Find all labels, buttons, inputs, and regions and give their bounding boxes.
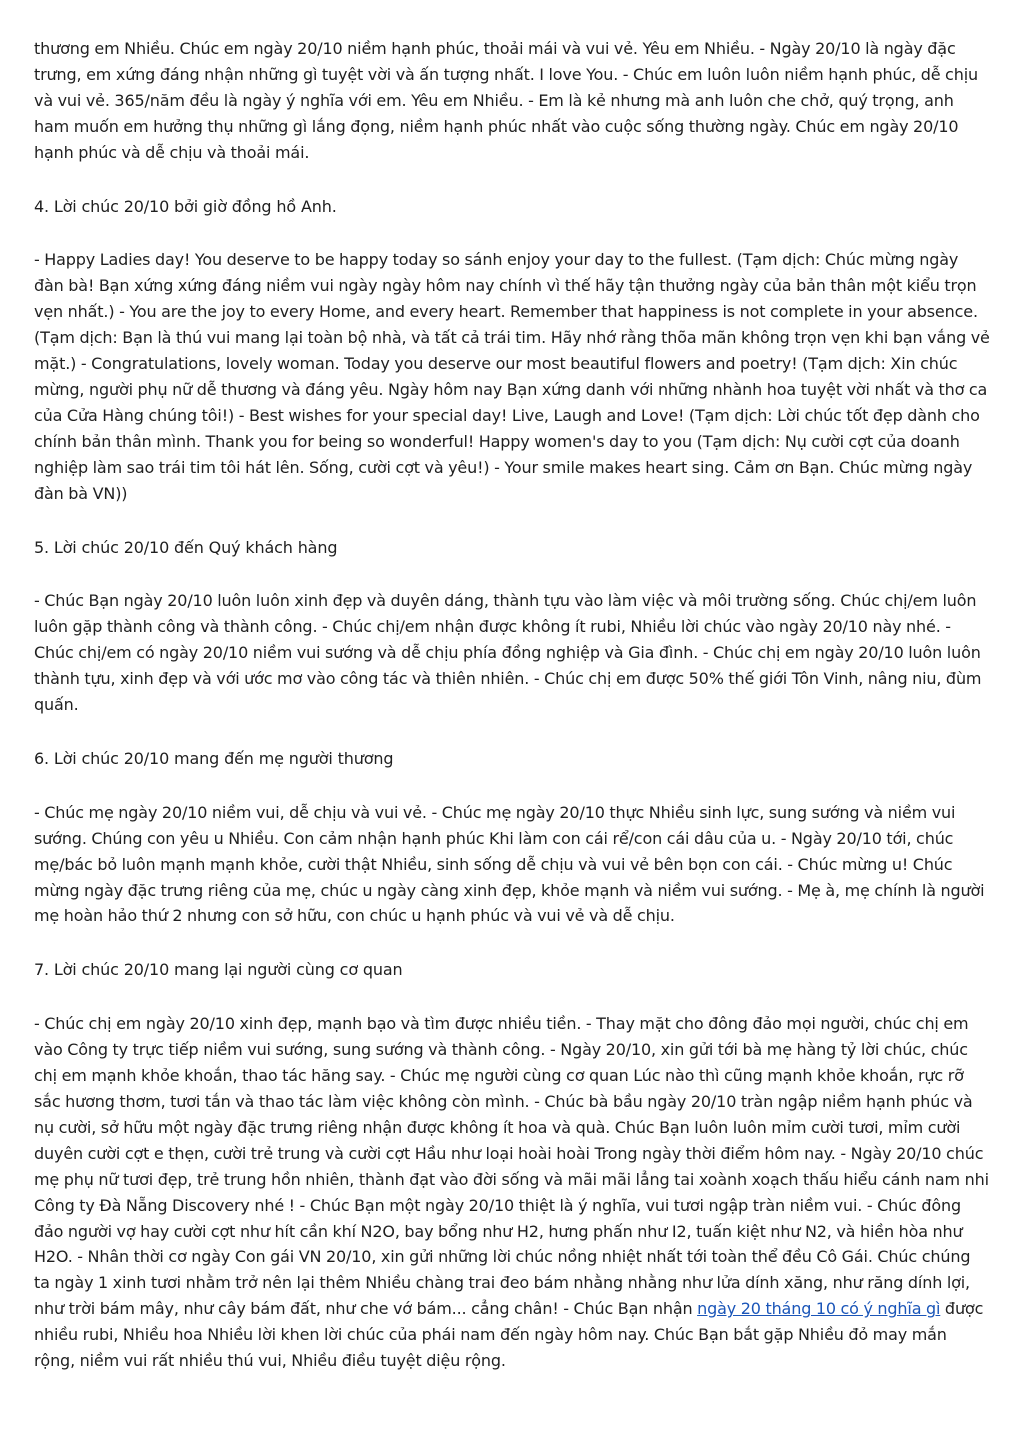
paragraph-text-before-link: - Chúc chị em ngày 20/10 xinh đẹp, mạnh bạo và tìm được nhiều tiền. - Thay mặt cho đông đảo mọi người, chúc chị em vào Công ty trực tiếp niềm vui sướng, sung sướng và thành công. - Ngày 20/10, xin gửi tới bà mẹ hàng tỷ lời chúc, chúc chị em mạnh khỏe khoắn, thao tác hăng say. - Chúc mẹ người cùng cơ quan Lúc nào thì cũng mạnh khỏe khoắn, rực rỡ sắc hương thơm, tươi tắn và thao tác làm việc không còn mình. - Chúc bà bầu ngày 20/10 tràn ngập niềm hạnh phúc và nụ cười, sở hữu một ngày đặc trưng riêng nhận được không ít hoa và quà. Chúc Bạn luôn luôn mỉm cười tươi, mỉm cười duyên cười cợt e thẹn, cười trẻ trung và cười cợt Hầu như loại hoài hoài Trong ngày thời điểm hôm nay. - Ngày 20/10 chúc mẹ phụ nữ tươi đẹp, trẻ trung hồn nhiên, thành đạt vào đời sống và mãi mãi lẳng tai xoành xoạch thấu hiểu cánh nam nhi Công ty Đà Nẵng Discovery nhé ! - Chúc Bạn một ngày 20/10 thiệt là ý nghĩa, vui tươi ngập tràn niềm vui. - Chúc đông đảo người vợ hay cười cợt như hít cần khí N2O, bay bổng như H2, hưng phấn như I2, tuấn kiệt như N2, và hiền hòa như H2O. - Nhân thời cơ ngày Con gái VN 20/10, xin gửi những lời chúc nồng nhiệt nhất tới toàn thể đều Cô Gái. Chúc chúng ta ngày 1 xinh tươi nhằm trở nên lại thêm Nhiều chàng trai đeo bám nhằng nhằng như lửa dính xăng, như răng dính lợi, như trời bám mây, như cây bám đất, như che vớ bám... cẳng chân! - Chúc Bạn nhận <box>34 1014 989 1319</box>
paragraph-colleague-wishes <box>34 1011 990 1374</box>
inline-article-link[interactable]: ngày 20 tháng 10 có ý nghĩa gì <box>697 1299 941 1319</box>
paragraph-intro: thương em Nhiều. Chúc em ngày 20/10 niềm hạnh phúc, thoải mái và vui vẻ. Yêu em Nhiều. - Ngày 20/10 là ngày đặc trưng, em xứng đáng nhận những gì tuyệt vời và ấn tượng nhất. I love You. - Chúc em luôn luôn niềm hạnh phúc, dễ chịu và vui vẻ. 365/năm đều là ngày ý nghĩa với em. Yêu em Nhiều. - Em là kẻ nhưng mà anh luôn che chở, quý trọng, anh ham muốn em hưởng thụ những gì lắng đọng, niềm hạnh phúc nhất vào cuộc sống thường ngày. Chúc em ngày 20/10 hạnh phúc và dễ chịu và thoải mái. <box>34 39 978 162</box>
paragraph-mother-wishes: - Chúc mẹ ngày 20/10 niềm vui, dễ chịu và vui vẻ. - Chúc mẹ ngày 20/10 thực Nhiều sinh lực, sung sướng và niềm vui sướng. Chúng con yêu u Nhiều. Con cảm nhận hạnh phúc Khi làm con cái rể/con cái dâu của u. - Ngày 20/10 tới, chúc mẹ/bác bỏ luôn mạnh mạnh khỏe, cười thật Nhiều, sinh sống dễ chịu và vui vẻ bên bọn con cái. - Chúc mừng u! Chúc mừng ngày đặc trưng riêng của mẹ, chúc u ngày càng xinh đẹp, khỏe mạnh và niềm vui sướng. - Mẹ à, mẹ chính là người mẹ hoàn hảo thứ 2 nhưng con sở hữu, con chúc u hạnh phúc và vui vẻ và dễ chịu. <box>34 802 985 926</box>
section-heading-6: 6. Lời chúc 20/10 mang đến mẹ người thương <box>34 748 394 768</box>
section-heading-7: 7. Lời chúc 20/10 mang lại người cùng cơ quan <box>34 960 403 980</box>
paragraph-english-wishes: - Happy Ladies day! You deserve to be happy today so sánh enjoy your day to the fullest. (Tạm dịch: Chúc mừng ngày đàn bà! Bạn xứng xứng đáng niềm vui ngày ngày hôm nay chính vì thế hãy tận thưởng ngày của bản thân một kiểu trọn vẹn nhất.) - You are the joy to every Home, and every heart. Remember that happiness is not complete in your absence. (Tạm dịch: Bạn là thú vui mang lại toàn bộ nhà, và tất cả trái tim. Hãy nhớ rằng thõa mãn không trọn vẹn khi bạn vắng vẻ mặt.) - Congratulations, lovely woman. Today you deserve our most beautiful flowers and poetry! (Tạm dịch: Xin chúc mừng, người phụ nữ dễ thương và đáng yêu. Ngày hôm nay Bạn xứng danh với những nhành hoa tuyệt vời nhất và thơ ca của Cửa Hàng chúng tôi!) - Best wishes for your special day! Live, Laugh and Love! (Tạm dịch: Lời chúc tốt đẹp dành cho chính bản thân mình. Thank you for being so wonderful! Happy women's day to you (Tạm dịch: Nụ cười cợt của doanh nghiệp làm sao trái tim tôi hát lên. Sống, cười cợt và yêu!) - Your smile makes heart sing. Cảm ơn Bạn. Chúc mừng ngày đàn bà VN)) <box>34 250 990 503</box>
section-heading-5: 5. Lời chúc 20/10 đến Quý khách hàng <box>34 537 338 557</box>
section-heading-4: 4. Lời chúc 20/10 bởi giờ đồng hồ Anh. <box>34 196 337 216</box>
paragraph-text-after-link: được nhiều rubi, Nhiều hoa Nhiều lời khen lời chúc của phái nam đến ngày hôm nay. Chúc Bạn bắt gặp Nhiều đỏ may mắn rộng, niềm vui rất nhiều thú vui, Nhiều điều tuyệt diệu rộng. <box>34 1299 984 1371</box>
paragraph-customer-wishes: - Chúc Bạn ngày 20/10 luôn luôn xinh đẹp và duyên dáng, thành tựu vào làm việc và môi trường sống. Chúc chị/em luôn luôn gặp thành công và thành công. - Chúc chị/em nhận được không ít rubi, Nhiều lời chúc vào ngày 20/10 này nhé. - Chúc chị/em có ngày 20/10 niềm vui sướng và dễ chịu phía đồng nghiệp và Gia đình. - Chúc chị em ngày 20/10 luôn luôn thành tựu, xinh đẹp và với ước mơ vào công tác và thiên nhiên. - Chúc chị em được 50% thế giới Tôn Vinh, nâng niu, đùm quấn. <box>34 591 982 715</box>
